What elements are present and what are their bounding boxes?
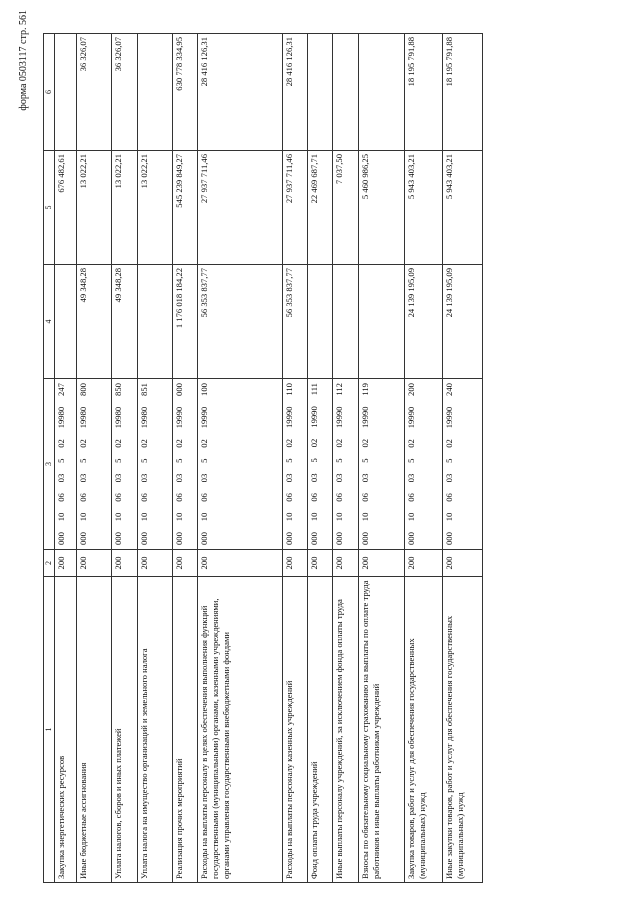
- kbk-segment: 240: [444, 383, 455, 396]
- kbk-segment: 03: [406, 473, 417, 483]
- kbk-segment: 19990: [174, 406, 185, 429]
- kbk-segment: 100: [199, 383, 210, 396]
- row-approved-value: 24 139 195,09: [443, 265, 483, 379]
- kbk-segments: [309, 382, 320, 546]
- row-code: 200: [308, 550, 333, 577]
- row-name: Взносы по обязательному социальному страхованию на выплаты по оплате труда работников и иные выплаты работникам учреждений: [359, 577, 405, 883]
- kbk-segment: 06: [139, 493, 150, 502]
- row-executed-value: 5 943 403,21: [405, 151, 443, 265]
- kbk-segment: 06: [199, 493, 210, 502]
- kbk-segment: 5: [174, 458, 185, 463]
- row-code: 200: [333, 550, 359, 577]
- row-kbk-code: [359, 379, 405, 550]
- kbk-segment: 02: [284, 438, 295, 448]
- kbk-segment: 03: [199, 473, 210, 483]
- header-col-1: 1: [44, 577, 55, 883]
- row-executed-value: 13 022,21: [77, 151, 112, 265]
- row-approved-value: 56 353 837,77: [198, 265, 283, 379]
- kbk-segment: 03: [139, 473, 150, 483]
- header-col-2: 2: [44, 550, 55, 577]
- kbk-segment: 03: [444, 473, 455, 483]
- kbk-segment: 03: [174, 473, 185, 483]
- table-row: [405, 34, 443, 883]
- kbk-segments: [444, 382, 455, 546]
- kbk-segment: 06: [284, 493, 295, 502]
- kbk-segment: 5: [78, 458, 89, 463]
- row-code: 200: [173, 550, 198, 577]
- kbk-segment: 19990: [444, 406, 455, 429]
- kbk-segment: 03: [284, 473, 295, 483]
- row-unexecuted-value: 18 195 791,88: [443, 34, 483, 151]
- kbk-segment: 5: [113, 458, 124, 463]
- row-unexecuted-value: 28 416 126,31: [283, 34, 308, 151]
- row-code: 200: [198, 550, 283, 577]
- kbk-segment: 10: [334, 512, 345, 522]
- row-unexecuted-value: 630 778 334,95: [173, 34, 198, 151]
- row-unexecuted-value: 18 195 791,88: [405, 34, 443, 151]
- table-row: [55, 34, 77, 883]
- row-executed-value: 13 022,21: [138, 151, 173, 265]
- kbk-segment: 5: [444, 458, 455, 463]
- kbk-segment: 000: [78, 532, 89, 545]
- row-unexecuted-value: [308, 34, 333, 151]
- kbk-segments: [78, 382, 89, 546]
- row-approved-value: 1 176 018 184,22: [173, 265, 198, 379]
- row-name: Закупка энергетических ресурсов: [55, 577, 77, 883]
- kbk-segment: 5: [309, 458, 320, 463]
- row-executed-value: 27 937 711,46: [283, 151, 308, 265]
- kbk-segment: 06: [113, 493, 124, 502]
- kbk-segment: 000: [199, 532, 210, 545]
- row-unexecuted-value: 36 326,07: [77, 34, 112, 151]
- kbk-segment: 02: [78, 439, 89, 448]
- kbk-segment: 02: [309, 438, 320, 448]
- row-executed-value: 13 022,21: [112, 151, 138, 265]
- kbk-segment: 10: [309, 512, 320, 522]
- form-label: форма 0503117 стр. 561: [18, 10, 29, 111]
- kbk-segment: 000: [444, 532, 455, 545]
- row-executed-value: 5 460 986,25: [359, 151, 405, 265]
- row-kbk-code: [198, 379, 283, 550]
- kbk-segment: 000: [139, 532, 150, 545]
- kbk-segments: [199, 382, 210, 546]
- kbk-segment: 111: [309, 383, 320, 396]
- kbk-segment: 02: [406, 439, 417, 448]
- kbk-segment: 5: [334, 458, 345, 463]
- kbk-segment: 800: [78, 383, 89, 396]
- kbk-segment: 000: [309, 532, 320, 545]
- row-code: 200: [283, 550, 308, 577]
- kbk-segment: 10: [360, 512, 371, 522]
- kbk-segment: 06: [360, 493, 371, 502]
- kbk-segment: 10: [444, 512, 455, 522]
- kbk-segment: 5: [360, 458, 371, 463]
- kbk-segment: 5: [199, 458, 210, 463]
- kbk-segment: 000: [360, 532, 371, 545]
- kbk-segment: 03: [360, 473, 371, 483]
- kbk-segment: 850: [113, 383, 124, 396]
- row-name: Иные закупки товаров, работ и услуг для обеспечения государственных (муниципальных) нужд: [443, 577, 483, 883]
- row-name: Фонд оплаты труда учреждений: [308, 577, 333, 883]
- row-unexecuted-value: [333, 34, 359, 151]
- row-code: 200: [112, 550, 138, 577]
- table-row: [173, 34, 198, 883]
- row-name: Закупка товаров, работ и услуг для обеспечения государственных (муниципальных) нужд: [405, 577, 443, 883]
- row-code: 200: [443, 550, 483, 577]
- kbk-segment: 19990: [360, 406, 371, 428]
- kbk-segments: [56, 382, 67, 546]
- row-kbk-code: [308, 379, 333, 550]
- kbk-segment: 000: [174, 383, 185, 396]
- kbk-segment: 02: [139, 439, 150, 448]
- row-approved-value: [55, 265, 77, 379]
- kbk-segments: [174, 382, 185, 546]
- kbk-segment: 000: [406, 532, 417, 545]
- kbk-segment: 5: [139, 458, 150, 463]
- row-kbk-code: [173, 379, 198, 550]
- row-approved-value: 49 348,28: [77, 265, 112, 379]
- kbk-segment: 10: [199, 512, 210, 522]
- table-row: [443, 34, 483, 883]
- kbk-segment: 02: [56, 439, 67, 448]
- row-code: 200: [405, 550, 443, 577]
- table-row: [112, 34, 138, 883]
- table-row: [198, 34, 283, 883]
- kbk-segment: 10: [139, 512, 150, 522]
- kbk-segment: 000: [174, 532, 185, 545]
- row-kbk-code: [112, 379, 138, 550]
- table-row: [359, 34, 405, 883]
- kbk-segment: 02: [334, 438, 345, 448]
- kbk-segment: 19990: [284, 406, 295, 428]
- row-unexecuted-value: 28 416 126,31: [198, 34, 283, 151]
- kbk-segment: 10: [406, 512, 417, 522]
- kbk-segment: 06: [444, 493, 455, 502]
- kbk-segment: 000: [113, 532, 124, 545]
- kbk-segment: 06: [334, 493, 345, 502]
- kbk-segments: [360, 382, 371, 546]
- table-header-row: [44, 34, 55, 883]
- header-col-6: 6: [44, 34, 55, 151]
- row-approved-value: 56 353 837,77: [283, 265, 308, 379]
- row-executed-value: 22 469 687,71: [308, 151, 333, 265]
- kbk-segment: 19980: [78, 406, 89, 429]
- row-kbk-code: [138, 379, 173, 550]
- row-name: Расходы на выплаты персоналу казенных учреждений: [283, 577, 308, 883]
- kbk-segment: 10: [174, 512, 185, 522]
- row-code: 200: [55, 550, 77, 577]
- kbk-segments: [284, 382, 295, 546]
- kbk-segment: 03: [113, 473, 124, 483]
- row-kbk-code: [333, 379, 359, 550]
- header-col-5: 5: [44, 151, 55, 265]
- row-kbk-code: [443, 379, 483, 550]
- row-approved-value: [138, 265, 173, 379]
- kbk-segment: 000: [334, 532, 345, 545]
- kbk-segment: 06: [56, 493, 67, 502]
- kbk-segments: [139, 382, 150, 546]
- table-row: [138, 34, 173, 883]
- expenditure-table: [43, 33, 483, 883]
- kbk-segment: 03: [334, 473, 345, 483]
- kbk-segments: [406, 382, 417, 546]
- row-executed-value: 5 943 403,21: [443, 151, 483, 265]
- row-unexecuted-value: [138, 34, 173, 151]
- row-code: 200: [359, 550, 405, 577]
- row-kbk-code: [77, 379, 112, 550]
- kbk-segment: 19980: [139, 406, 150, 429]
- kbk-segment: 851: [139, 383, 150, 396]
- row-executed-value: 7 037,50: [333, 151, 359, 265]
- row-approved-value: 49 348,28: [112, 265, 138, 379]
- kbk-segment: 5: [406, 458, 417, 463]
- row-approved-value: [333, 265, 359, 379]
- row-unexecuted-value: 36 326,07: [112, 34, 138, 151]
- row-name: Иные бюджетные ассигнования: [77, 577, 112, 883]
- row-name: Уплата налога на имущество организаций и земельного налога: [138, 577, 173, 883]
- row-approved-value: [308, 265, 333, 379]
- kbk-segment: 112: [334, 383, 345, 396]
- row-name: Расходы на выплаты персоналу в целях обеспечения выполнения функций государственными (муниципальными) органами, казенными учреждениями, органами управления государственными внебюджетными фондами: [198, 577, 283, 883]
- kbk-segment: 06: [309, 493, 320, 502]
- kbk-segment: 000: [284, 532, 295, 545]
- row-executed-value: 676 482,61: [55, 151, 77, 265]
- kbk-segment: 19980: [113, 406, 124, 429]
- row-name: Иные выплаты персоналу учреждений, за исключением фонда оплаты труда: [333, 577, 359, 883]
- row-unexecuted-value: [55, 34, 77, 151]
- table-row: [308, 34, 333, 883]
- kbk-segment: 247: [56, 383, 67, 396]
- row-executed-value: 545 239 849,27: [173, 151, 198, 265]
- table-row: [77, 34, 112, 883]
- kbk-segment: 03: [56, 473, 67, 483]
- kbk-segment: 5: [56, 458, 67, 463]
- kbk-segment: 000: [56, 532, 67, 545]
- row-unexecuted-value: [359, 34, 405, 151]
- kbk-segment: 119: [360, 383, 371, 396]
- row-kbk-code: [283, 379, 308, 550]
- header-col-3: 3: [44, 379, 55, 550]
- kbk-segment: 19990: [406, 406, 417, 429]
- row-kbk-code: [55, 379, 77, 550]
- kbk-segment: 02: [174, 439, 185, 448]
- row-name: Реализация прочих мероприятий: [173, 577, 198, 883]
- kbk-segment: 06: [78, 493, 89, 502]
- kbk-segment: 03: [78, 473, 89, 483]
- kbk-segment: 19990: [309, 406, 320, 428]
- kbk-segments: [334, 382, 345, 546]
- row-executed-value: 27 937 711,46: [198, 151, 283, 265]
- kbk-segment: 02: [444, 439, 455, 448]
- table-row: [333, 34, 359, 883]
- kbk-segments: [113, 382, 124, 546]
- kbk-segment: 110: [284, 383, 295, 396]
- header-col-4: 4: [44, 265, 55, 379]
- kbk-segment: 02: [113, 439, 124, 448]
- row-code: 200: [77, 550, 112, 577]
- kbk-segment: 19990: [334, 406, 345, 428]
- kbk-segment: 02: [199, 439, 210, 448]
- row-approved-value: 24 139 195,09: [405, 265, 443, 379]
- row-name: Уплата налогов, сборов и иных платежей: [112, 577, 138, 883]
- kbk-segment: 10: [284, 512, 295, 522]
- kbk-segment: 06: [174, 493, 185, 502]
- kbk-segment: 200: [406, 383, 417, 396]
- kbk-segment: 10: [113, 512, 124, 522]
- row-code: 200: [138, 550, 173, 577]
- kbk-segment: 19990: [199, 406, 210, 429]
- kbk-segment: 5: [284, 458, 295, 463]
- table-row: [283, 34, 308, 883]
- row-kbk-code: [405, 379, 443, 550]
- kbk-segment: 10: [56, 512, 67, 522]
- kbk-segment: 06: [406, 493, 417, 502]
- kbk-segment: 03: [309, 473, 320, 483]
- kbk-segment: 19980: [56, 406, 67, 429]
- row-approved-value: [359, 265, 405, 379]
- kbk-segment: 02: [360, 438, 371, 448]
- kbk-segment: 10: [78, 512, 89, 522]
